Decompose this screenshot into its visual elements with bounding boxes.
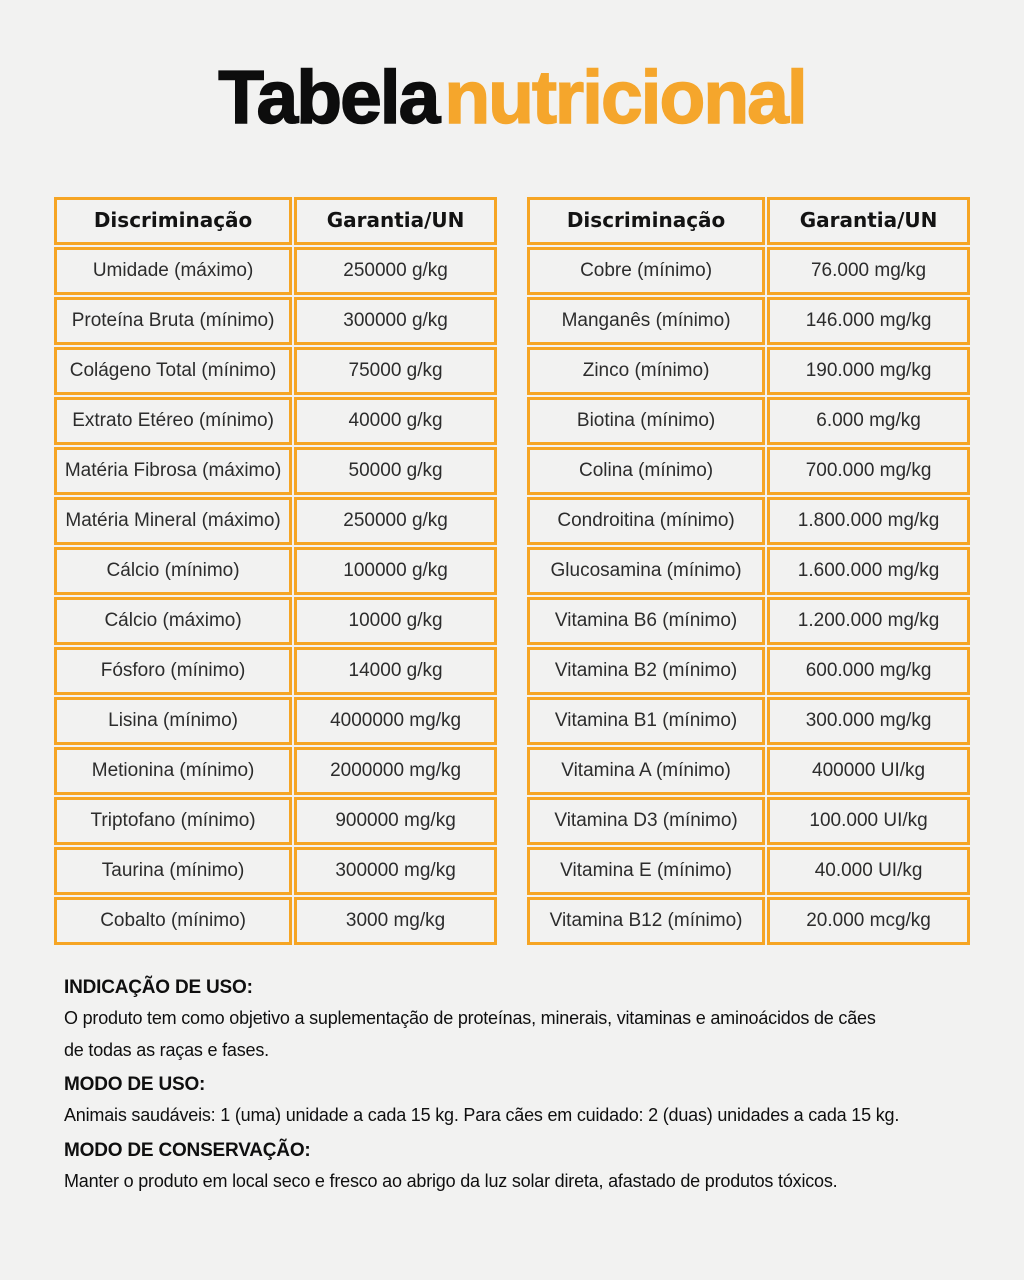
section-body-modo-de-conservacao: Manter o produto em local seco e fresco ao abrigo da luz solar direta, afastado de produtos tóxicos. (64, 1170, 838, 1191)
nutrient-label-cell: Extrato Etéreo (mínimo) (54, 397, 292, 445)
nutrient-label-cell: Vitamina A (mínimo) (527, 747, 765, 795)
nutrient-value-cell: 146.000 mg/kg (767, 297, 970, 345)
nutrient-label-cell: Condroitina (mínimo) (527, 497, 765, 545)
section-heading-modo-de-conservacao: MODO DE CONSERVAÇÃO: (64, 1139, 311, 1161)
nutrient-value-cell: 300.000 mg/kg (767, 697, 970, 745)
nutrient-label-cell: Zinco (mínimo) (527, 347, 765, 395)
nutrient-label-cell: Triptofano (mínimo) (54, 797, 292, 845)
nutrient-value-cell: 4000000 mg/kg (294, 697, 497, 745)
table-row (54, 497, 497, 545)
section-body-indicacao-de-uso: O produto tem como objetivo a suplementação de proteínas, minerais, vitaminas e aminoácidos de cães de todas as raças e fases. (64, 1007, 876, 1060)
table-row (54, 797, 497, 845)
nutrient-label-cell: Manganês (mínimo) (527, 297, 765, 345)
nutrient-label-cell: Cálcio (máximo) (54, 597, 292, 645)
nutrient-label-cell: Lisina (mínimo) (54, 697, 292, 745)
nutrition-table-right (525, 195, 972, 947)
nutrient-label-cell: Vitamina B1 (mínimo) (527, 697, 765, 745)
table-header-row (54, 197, 497, 245)
nutrition-tables (0, 195, 1024, 947)
nutrient-value-cell: 6.000 mg/kg (767, 397, 970, 445)
table-row (527, 397, 970, 445)
nutrient-label-cell: Vitamina B2 (mínimo) (527, 647, 765, 695)
table-row (527, 347, 970, 395)
nutrient-value-cell: 700.000 mg/kg (767, 447, 970, 495)
usage-info (64, 977, 972, 1198)
nutrient-label-cell: Biotina (mínimo) (527, 397, 765, 445)
nutrient-label-cell: Metionina (mínimo) (54, 747, 292, 795)
table-row (54, 697, 497, 745)
nutrient-label-cell: Vitamina B6 (mínimo) (527, 597, 765, 645)
section-heading-indicacao-de-uso: INDICAÇÃO DE USO: (64, 976, 253, 998)
nutrient-value-cell: 10000 g/kg (294, 597, 497, 645)
nutrient-label-cell: Fósforo (mínimo) (54, 647, 292, 695)
table-row (527, 747, 970, 795)
table-row (54, 547, 497, 595)
table-row (527, 847, 970, 895)
column-header-discriminacao: Discriminação (527, 197, 765, 245)
nutrient-value-cell: 14000 g/kg (294, 647, 497, 695)
table-header-row (527, 197, 970, 245)
nutrition-table-left (52, 195, 499, 947)
nutrient-value-cell: 75000 g/kg (294, 347, 497, 395)
column-header-garantia: Garantia/UN (767, 197, 970, 245)
nutrient-value-cell: 400000 UI/kg (767, 747, 970, 795)
table-row (54, 247, 497, 295)
nutrient-value-cell: 76.000 mg/kg (767, 247, 970, 295)
nutrient-value-cell: 600.000 mg/kg (767, 647, 970, 695)
nutrient-value-cell: 300000 mg/kg (294, 847, 497, 895)
nutrient-label-cell: Umidade (máximo) (54, 247, 292, 295)
nutrient-label-cell: Vitamina E (mínimo) (527, 847, 765, 895)
table-body-left (54, 247, 497, 945)
nutrient-value-cell: 40000 g/kg (294, 397, 497, 445)
nutrient-value-cell: 3000 mg/kg (294, 897, 497, 945)
table-row (527, 547, 970, 595)
nutrient-value-cell: 250000 g/kg (294, 497, 497, 545)
nutrient-label-cell: Vitamina B12 (mínimo) (527, 897, 765, 945)
nutrient-label-cell: Taurina (mínimo) (54, 847, 292, 895)
table-row (527, 597, 970, 645)
nutrient-value-cell: 100.000 UI/kg (767, 797, 970, 845)
nutrient-label-cell: Cálcio (mínimo) (54, 547, 292, 595)
nutrient-value-cell: 300000 g/kg (294, 297, 497, 345)
table-row (54, 397, 497, 445)
column-header-garantia: Garantia/UN (294, 197, 497, 245)
nutrient-value-cell: 100000 g/kg (294, 547, 497, 595)
nutrient-label-cell: Matéria Mineral (máximo) (54, 497, 292, 545)
nutrient-label-cell: Glucosamina (mínimo) (527, 547, 765, 595)
nutrient-label-cell: Cobalto (mínimo) (54, 897, 292, 945)
table-row (54, 847, 497, 895)
table-row (54, 447, 497, 495)
nutrient-value-cell: 2000000 mg/kg (294, 747, 497, 795)
page-title (0, 0, 1024, 139)
title-word-nutricional: nutricional (444, 55, 806, 139)
table-row (527, 447, 970, 495)
nutrient-value-cell: 50000 g/kg (294, 447, 497, 495)
table-row (527, 797, 970, 845)
nutrient-label-cell: Vitamina D3 (mínimo) (527, 797, 765, 845)
section-heading-modo-de-uso: MODO DE USO: (64, 1074, 206, 1096)
table-row (527, 897, 970, 945)
table-row (527, 647, 970, 695)
table-row (527, 297, 970, 345)
table-body-right (527, 247, 970, 945)
nutrient-value-cell: 1.200.000 mg/kg (767, 597, 970, 645)
table-row (527, 497, 970, 545)
nutrient-label-cell: Cobre (mínimo) (527, 247, 765, 295)
column-header-discriminacao: Discriminação (54, 197, 292, 245)
table-row (54, 647, 497, 695)
table-row (527, 697, 970, 745)
nutrient-value-cell: 900000 mg/kg (294, 797, 497, 845)
nutrient-value-cell: 250000 g/kg (294, 247, 497, 295)
table-row (54, 597, 497, 645)
nutrient-value-cell: 40.000 UI/kg (767, 847, 970, 895)
section-body-modo-de-uso: Animais saudáveis: 1 (uma) unidade a cada 15 kg. Para cães em cuidado: 2 (duas) unidades a cada 15 kg. (64, 1105, 900, 1126)
nutrient-label-cell: Colina (mínimo) (527, 447, 765, 495)
table-row (527, 247, 970, 295)
nutrient-label-cell: Proteína Bruta (mínimo) (54, 297, 292, 345)
table-row (54, 897, 497, 945)
nutrient-label-cell: Colágeno Total (mínimo) (54, 347, 292, 395)
nutrient-value-cell: 190.000 mg/kg (767, 347, 970, 395)
table-row (54, 347, 497, 395)
table-row (54, 747, 497, 795)
nutrient-value-cell: 1.600.000 mg/kg (767, 547, 970, 595)
table-row (54, 297, 497, 345)
nutrient-value-cell: 20.000 mcg/kg (767, 897, 970, 945)
title-word-tabela: Tabela (218, 55, 439, 139)
nutrient-value-cell: 1.800.000 mg/kg (767, 497, 970, 545)
nutrient-label-cell: Matéria Fibrosa (máximo) (54, 447, 292, 495)
